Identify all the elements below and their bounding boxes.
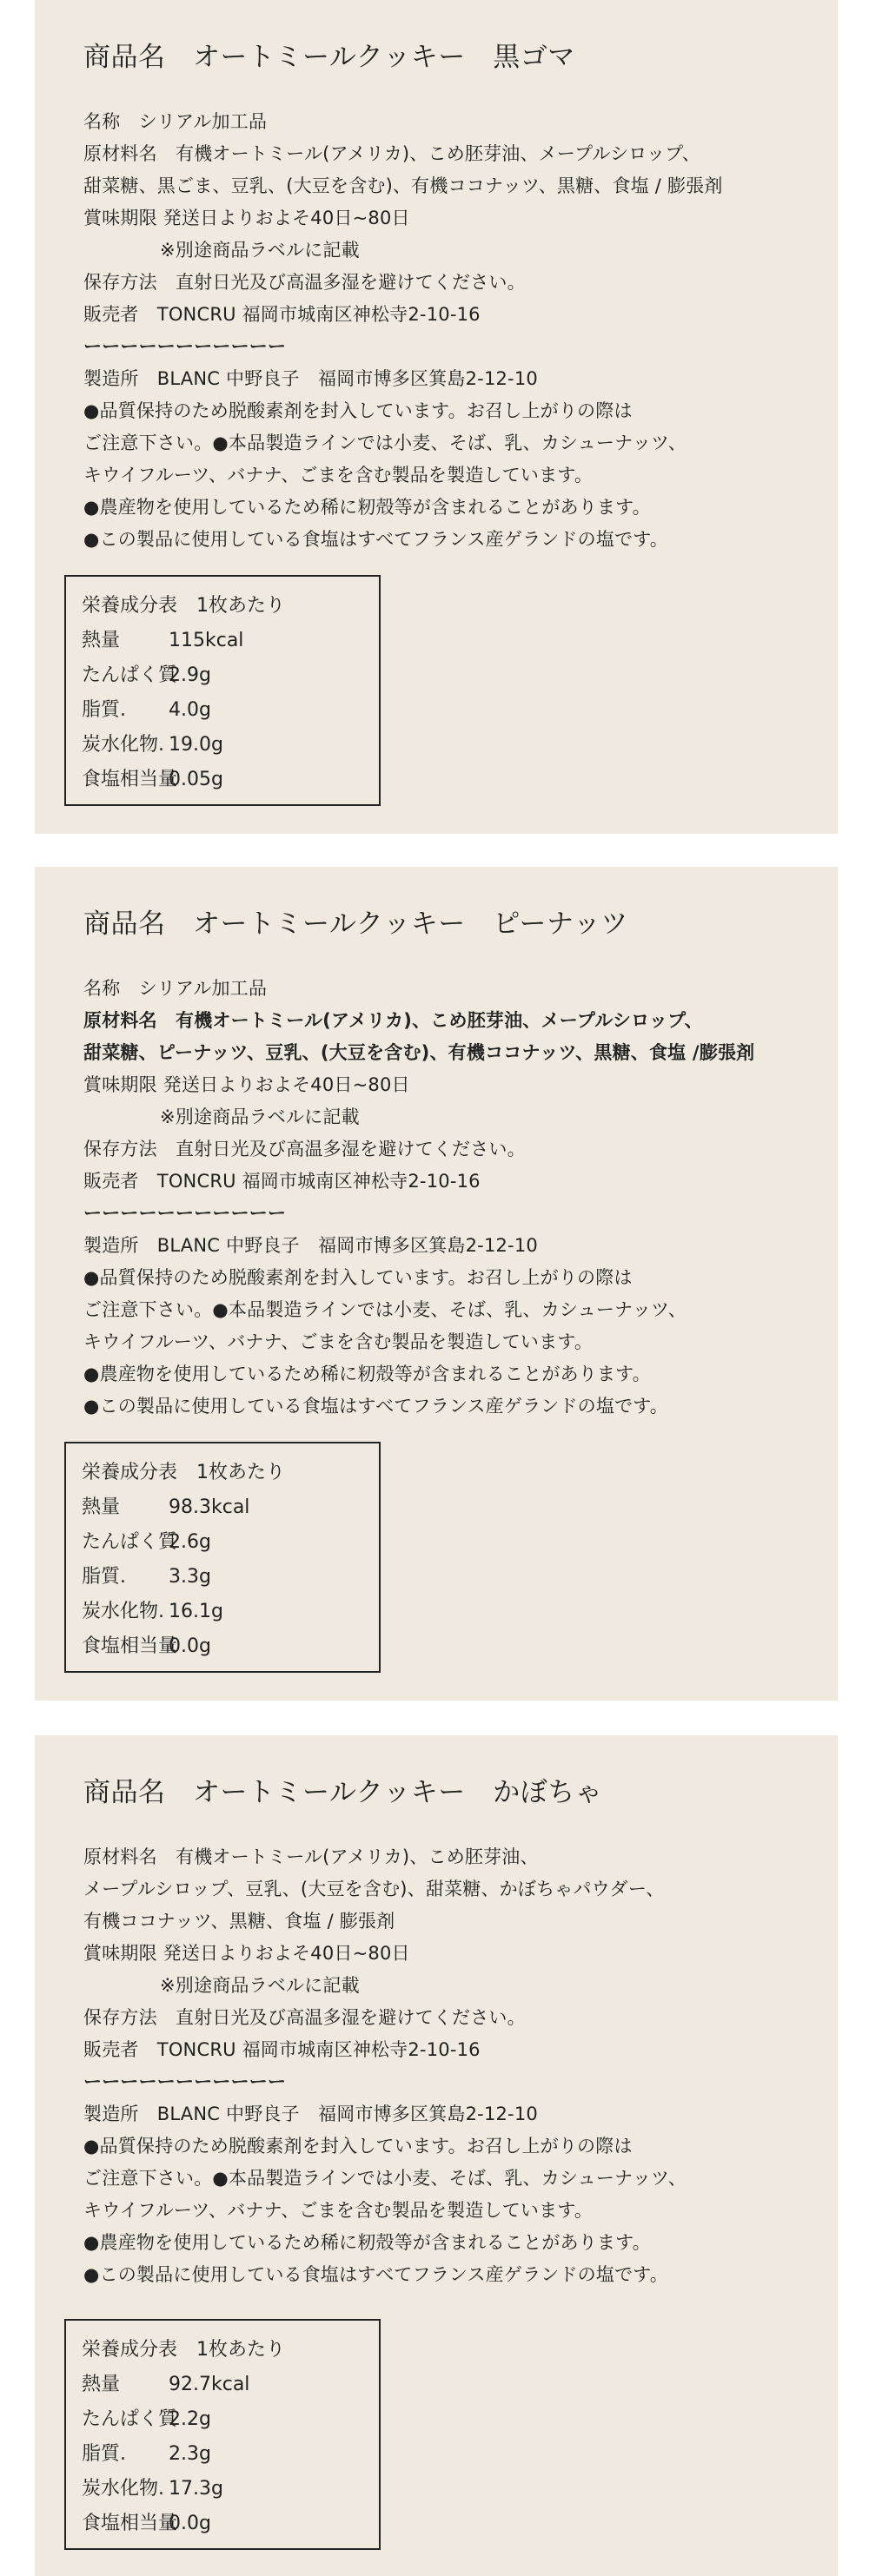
nutrition-row (82, 1595, 379, 1629)
detail-note-4: ●農産物を使用しているため稀に籾殻等が含まれることがあります。 (83, 2232, 651, 2253)
nutrition-value: 2.2g (169, 2408, 211, 2430)
nutrition-value: 92.7kcal (169, 2374, 250, 2395)
detail-ingredients-2: 甜菜糖、黒ごま、豆乳、(大豆を含む)、有機ココナッツ、黒糖、食塩 / 膨張剤 (83, 175, 723, 196)
detail-note-1: ●品質保持のため脱酸素剤を封入しています。お召し上がりの際は (83, 2136, 633, 2157)
detail-note-4: ●農産物を使用しているため稀に籾殻等が含まれることがあります。 (83, 497, 651, 518)
detail-seller: 販売者 TONCRU 福岡市城南区神松寺2-10-16 (83, 1171, 481, 1192)
nutrition-value: 115kcal (169, 630, 244, 651)
product-details (83, 973, 838, 1423)
detail-manufacturer: 製造所 BLANC 中野良子 福岡市博多区箕島2-12-10 (83, 1235, 538, 1256)
detail-note-5: ●この製品に使用している食塩はすべてフランス産ゲランドの塩です。 (83, 2264, 668, 2285)
nutrition-label: たんぱく質 (82, 2408, 178, 2430)
nutrition-label: 熱量 (82, 2374, 121, 2395)
nutrition-table (64, 575, 381, 806)
nutrition-value: 0.0g (169, 1635, 211, 1657)
detail-note-3: キウイフルーツ、バナナ、ごまを含む製品を製造しています。 (83, 465, 594, 485)
product-card-black-sesame (35, 0, 838, 834)
detail-name: 名称 シリアル加工品 (83, 111, 268, 132)
detail-note-3: キウイフルーツ、バナナ、ごまを含む製品を製造しています。 (83, 1331, 594, 1352)
nutrition-value: 0.05g (169, 769, 223, 790)
product-card-pumpkin (35, 1735, 838, 2576)
nutrition-value: 2.6g (169, 1531, 211, 1553)
detail-divider: ーーーーーーーーーーー (83, 2071, 287, 2092)
detail-note-5: ●この製品に使用している食塩はすべてフランス産ゲランドの塩です。 (83, 529, 668, 550)
detail-note-4: ●農産物を使用しているため稀に籾殻等が含まれることがあります。 (83, 1364, 651, 1384)
detail-ingredients-1: 原材料名 有機オートミール(アメリカ)、こめ胚芽油、メープルシロップ、 (83, 143, 700, 164)
nutrition-value: 19.0g (169, 734, 223, 756)
detail-divider: ーーーーーーーーーーー (83, 1203, 287, 1224)
detail-name: 名称 シリアル加工品 (83, 978, 268, 999)
detail-note-2: ご注意下さい。●本品製造ラインでは小麦、そば、乳、カシューナッツ、 (83, 433, 687, 453)
nutrition-label: 脂質. (82, 2443, 126, 2465)
nutrition-value: 3.3g (169, 1566, 211, 1588)
nutrition-value: 2.3g (169, 2443, 211, 2465)
detail-storage: 保存方法 直射日光及び高温多湿を避けてください。 (83, 1139, 526, 1159)
detail-manufacturer: 製造所 BLANC 中野良子 福岡市博多区箕島2-12-10 (83, 2104, 538, 2124)
nutrition-label: たんぱく質 (82, 664, 178, 686)
nutrition-label: 脂質. (82, 699, 126, 721)
detail-ingredients-2: 甜菜糖、ピーナッツ、豆乳、(大豆を含む)、有機ココナッツ、黒糖、食塩 /膨張剤 (83, 1042, 755, 1063)
detail-note-2: ご注意下さい。●本品製造ラインでは小麦、そば、乳、カシューナッツ、 (83, 2168, 687, 2189)
detail-ingredients-3: 有機ココナッツ、黒糖、食塩 / 膨張剤 (83, 1911, 395, 1932)
nutrition-value: 17.3g (169, 2478, 223, 2500)
nutrition-row (82, 1525, 379, 1560)
product-title: 商品名 オートミールクッキー ピーナッツ (83, 908, 628, 940)
product-details (83, 1841, 838, 2291)
nutrition-label: 脂質. (82, 1566, 126, 1588)
nutrition-label: 炭水化物. (82, 2478, 164, 2500)
nutrition-row (82, 2472, 379, 2507)
nutrition-row (82, 763, 379, 797)
nutrition-row (82, 2402, 379, 2437)
nutrition-row (82, 1560, 379, 1595)
nutrition-table (64, 1442, 381, 1673)
nutrition-row (82, 2507, 379, 2541)
nutrition-row (82, 624, 379, 658)
product-title: 商品名 オートミールクッキー 黒ゴマ (83, 42, 575, 73)
detail-label-note: ※別途商品ラベルに記載 (160, 1106, 360, 1127)
detail-seller: 販売者 TONCRU 福岡市城南区神松寺2-10-16 (83, 2039, 481, 2060)
nutrition-label: 熱量 (82, 630, 121, 651)
detail-best-before: 賞味期限 発送日よりおよそ40日~80日 (83, 1074, 410, 1095)
nutrition-header: 栄養成分表 1枚あたり (82, 2339, 285, 2361)
detail-note-5: ●この製品に使用している食塩はすべてフランス産ゲランドの塩です。 (83, 1396, 668, 1417)
detail-divider: ーーーーーーーーーーー (83, 336, 287, 357)
detail-ingredients-1: 原材料名 有機オートミール(アメリカ)、こめ胚芽油、 (83, 1846, 539, 1867)
nutrition-row (82, 1629, 379, 1664)
detail-note-2: ご注意下さい。●本品製造ラインでは小麦、そば、乳、カシューナッツ、 (83, 1299, 687, 1320)
nutrition-header: 栄養成分表 1枚あたり (82, 1462, 285, 1483)
detail-storage: 保存方法 直射日光及び高温多湿を避けてください。 (83, 2007, 526, 2028)
detail-best-before: 賞味期限 発送日よりおよそ40日~80日 (83, 1943, 410, 1964)
nutrition-label: たんぱく質 (82, 1531, 178, 1553)
detail-manufacturer: 製造所 BLANC 中野良子 福岡市博多区箕島2-12-10 (83, 368, 538, 389)
nutrition-label: 炭水化物. (82, 734, 164, 756)
detail-ingredients-1: 原材料名 有機オートミール(アメリカ)、こめ胚芽油、メープルシロップ、 (83, 1010, 703, 1031)
nutrition-value: 16.1g (169, 1601, 223, 1622)
nutrition-header: 栄養成分表 1枚あたり (82, 595, 285, 617)
nutrition-row (82, 728, 379, 763)
detail-storage: 保存方法 直射日光及び高温多湿を避けてください。 (83, 272, 526, 293)
nutrition-label: 炭水化物. (82, 1601, 164, 1622)
nutrition-row (82, 693, 379, 728)
nutrition-label: 熱量 (82, 1496, 121, 1518)
detail-note-1: ●品質保持のため脱酸素剤を封入しています。お召し上がりの際は (83, 400, 633, 421)
nutrition-row (82, 2368, 379, 2402)
detail-best-before: 賞味期限 発送日よりおよそ40日~80日 (83, 208, 410, 228)
nutrition-row (82, 658, 379, 693)
detail-note-1: ●品質保持のため脱酸素剤を封入しています。お召し上がりの際は (83, 1267, 633, 1288)
nutrition-value: 98.3kcal (169, 1496, 250, 1518)
nutrition-row (82, 1490, 379, 1525)
nutrition-value: 2.9g (169, 664, 211, 686)
detail-ingredients-2: メープルシロップ、豆乳、(大豆を含む)、甜菜糖、かぼちゃパウダー、 (83, 1879, 665, 1899)
detail-seller: 販売者 TONCRU 福岡市城南区神松寺2-10-16 (83, 304, 481, 325)
nutrition-label: 食塩相当量 (82, 769, 178, 790)
detail-label-note: ※別途商品ラベルに記載 (160, 240, 360, 261)
product-details (83, 106, 838, 556)
nutrition-label: 食塩相当量 (82, 2513, 178, 2534)
nutrition-value: 4.0g (169, 699, 211, 721)
product-card-peanut (35, 867, 838, 1701)
nutrition-label: 食塩相当量 (82, 1635, 178, 1657)
detail-note-3: キウイフルーツ、バナナ、ごまを含む製品を製造しています。 (83, 2200, 594, 2221)
product-title: 商品名 オートミールクッキー かぼちゃ (83, 1777, 603, 1808)
nutrition-table (64, 2319, 381, 2550)
detail-label-note: ※別途商品ラベルに記載 (160, 1975, 360, 1996)
nutrition-row (82, 2437, 379, 2472)
nutrition-value: 0.0g (169, 2513, 211, 2534)
